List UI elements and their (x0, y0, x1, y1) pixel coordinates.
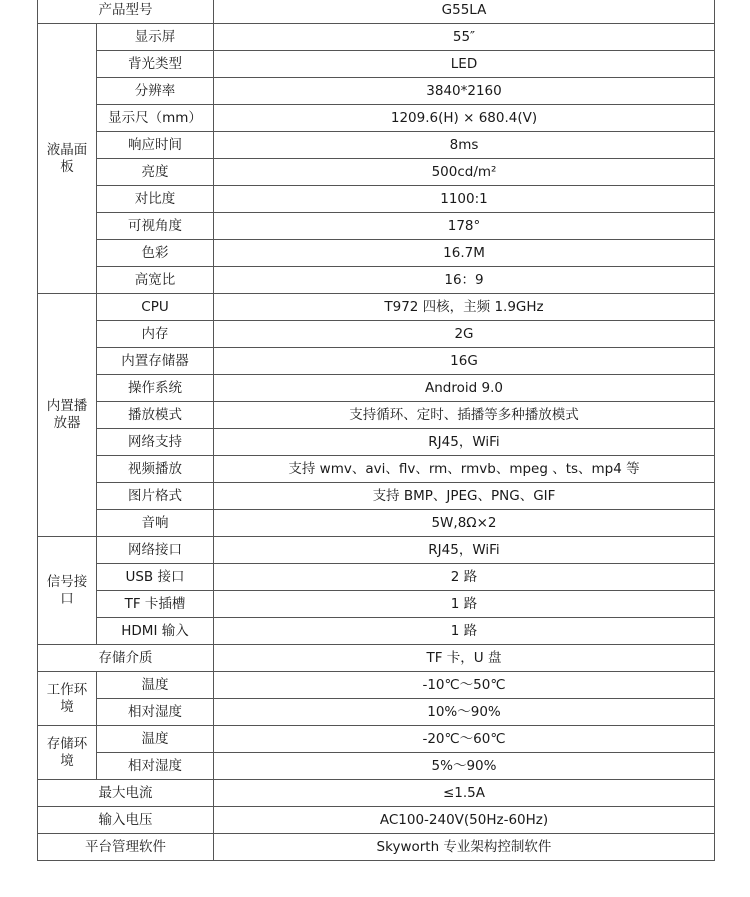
row-label: 存储介质 (38, 645, 214, 672)
row-label: 亮度 (97, 159, 214, 186)
table-row (38, 24, 715, 51)
row-label: 音响 (97, 510, 214, 537)
row-value: RJ45，WiFi (214, 537, 715, 564)
row-value: 8ms (214, 132, 715, 159)
table-row (38, 213, 715, 240)
group-label: 信号接 口 (38, 537, 97, 645)
group-label: 液晶面 板 (38, 24, 97, 294)
row-label: 相对湿度 (97, 753, 214, 780)
row-label: 显示尺（mm） (97, 105, 214, 132)
row-label: 平台管理软件 (38, 834, 214, 861)
row-label: 显示屏 (97, 24, 214, 51)
row-value: G55LA (214, 0, 715, 24)
row-value: 5W,8Ω×2 (214, 510, 715, 537)
table-row (38, 294, 715, 321)
row-label: 产品型号 (38, 0, 214, 24)
table-row (38, 537, 715, 564)
row-label: 视频播放 (97, 456, 214, 483)
row-label: TF 卡插槽 (97, 591, 214, 618)
table-row (38, 402, 715, 429)
row-value: 2 路 (214, 564, 715, 591)
row-value: 1100:1 (214, 186, 715, 213)
table-row (38, 348, 715, 375)
row-label: USB 接口 (97, 564, 214, 591)
table-row (38, 780, 715, 807)
row-label: 响应时间 (97, 132, 214, 159)
table-row (38, 105, 715, 132)
row-value: Skyworth 专业架构控制软件 (214, 834, 715, 861)
table-row (38, 726, 715, 753)
row-label: 温度 (97, 672, 214, 699)
table-row (38, 429, 715, 456)
row-value: RJ45，WiFi (214, 429, 715, 456)
row-value: 1 路 (214, 618, 715, 645)
row-value: 支持循环、定时、插播等多种播放模式 (214, 402, 715, 429)
row-label: 背光类型 (97, 51, 214, 78)
table-row (38, 591, 715, 618)
table-row (38, 159, 715, 186)
row-value: 2G (214, 321, 715, 348)
row-label: 色彩 (97, 240, 214, 267)
row-value: T972 四核，主频 1.9GHz (214, 294, 715, 321)
group-label: 内置播 放器 (38, 294, 97, 537)
table-row (38, 321, 715, 348)
table-row (38, 699, 715, 726)
row-value: 10%～90% (214, 699, 715, 726)
table-row-model (38, 0, 715, 24)
table-row (38, 51, 715, 78)
row-label: HDMI 输入 (97, 618, 214, 645)
row-label: 网络支持 (97, 429, 214, 456)
table-row (38, 375, 715, 402)
row-value: 支持 wmv、avi、flv、rm、rmvb、mpeg 、ts、mp4 等 (214, 456, 715, 483)
row-value: 500cd/m² (214, 159, 715, 186)
row-label: 高宽比 (97, 267, 214, 294)
row-value: Android 9.0 (214, 375, 715, 402)
row-value: 3840*2160 (214, 78, 715, 105)
row-label: CPU (97, 294, 214, 321)
row-value: 55″ (214, 24, 715, 51)
row-value: -20℃～60℃ (214, 726, 715, 753)
table-row (38, 267, 715, 294)
table-row (38, 672, 715, 699)
row-label: 温度 (97, 726, 214, 753)
row-value: 16：9 (214, 267, 715, 294)
row-label: 对比度 (97, 186, 214, 213)
row-label: 可视角度 (97, 213, 214, 240)
table-row (38, 645, 715, 672)
table-row (38, 618, 715, 645)
row-value: 1 路 (214, 591, 715, 618)
group-label: 存储环 境 (38, 726, 97, 780)
table-row (38, 753, 715, 780)
row-value: 1209.6(H) × 680.4(V) (214, 105, 715, 132)
table-row (38, 483, 715, 510)
row-label: 播放模式 (97, 402, 214, 429)
row-label: 网络接口 (97, 537, 214, 564)
table-row (38, 78, 715, 105)
table-row (38, 510, 715, 537)
row-label: 图片格式 (97, 483, 214, 510)
row-value: AC100-240V(50Hz-60Hz) (214, 807, 715, 834)
row-value: TF 卡，U 盘 (214, 645, 715, 672)
row-label: 内置存储器 (97, 348, 214, 375)
row-value: 16G (214, 348, 715, 375)
table-row (38, 807, 715, 834)
group-label: 工作环 境 (38, 672, 97, 726)
row-label: 内存 (97, 321, 214, 348)
row-label: 相对湿度 (97, 699, 214, 726)
table-row (38, 186, 715, 213)
table-row (38, 564, 715, 591)
row-value: 16.7M (214, 240, 715, 267)
spec-table (37, 0, 715, 861)
row-label: 输入电压 (38, 807, 214, 834)
row-value: LED (214, 51, 715, 78)
row-value: -10℃～50℃ (214, 672, 715, 699)
spec-table-body (38, 0, 715, 861)
table-row (38, 834, 715, 861)
row-value: ≤1.5A (214, 780, 715, 807)
row-value: 支持 BMP、JPEG、PNG、GIF (214, 483, 715, 510)
table-row (38, 132, 715, 159)
table-row (38, 456, 715, 483)
row-label: 操作系统 (97, 375, 214, 402)
row-label: 分辨率 (97, 78, 214, 105)
row-value: 5%～90% (214, 753, 715, 780)
row-value: 178° (214, 213, 715, 240)
table-row (38, 240, 715, 267)
row-label: 最大电流 (38, 780, 214, 807)
